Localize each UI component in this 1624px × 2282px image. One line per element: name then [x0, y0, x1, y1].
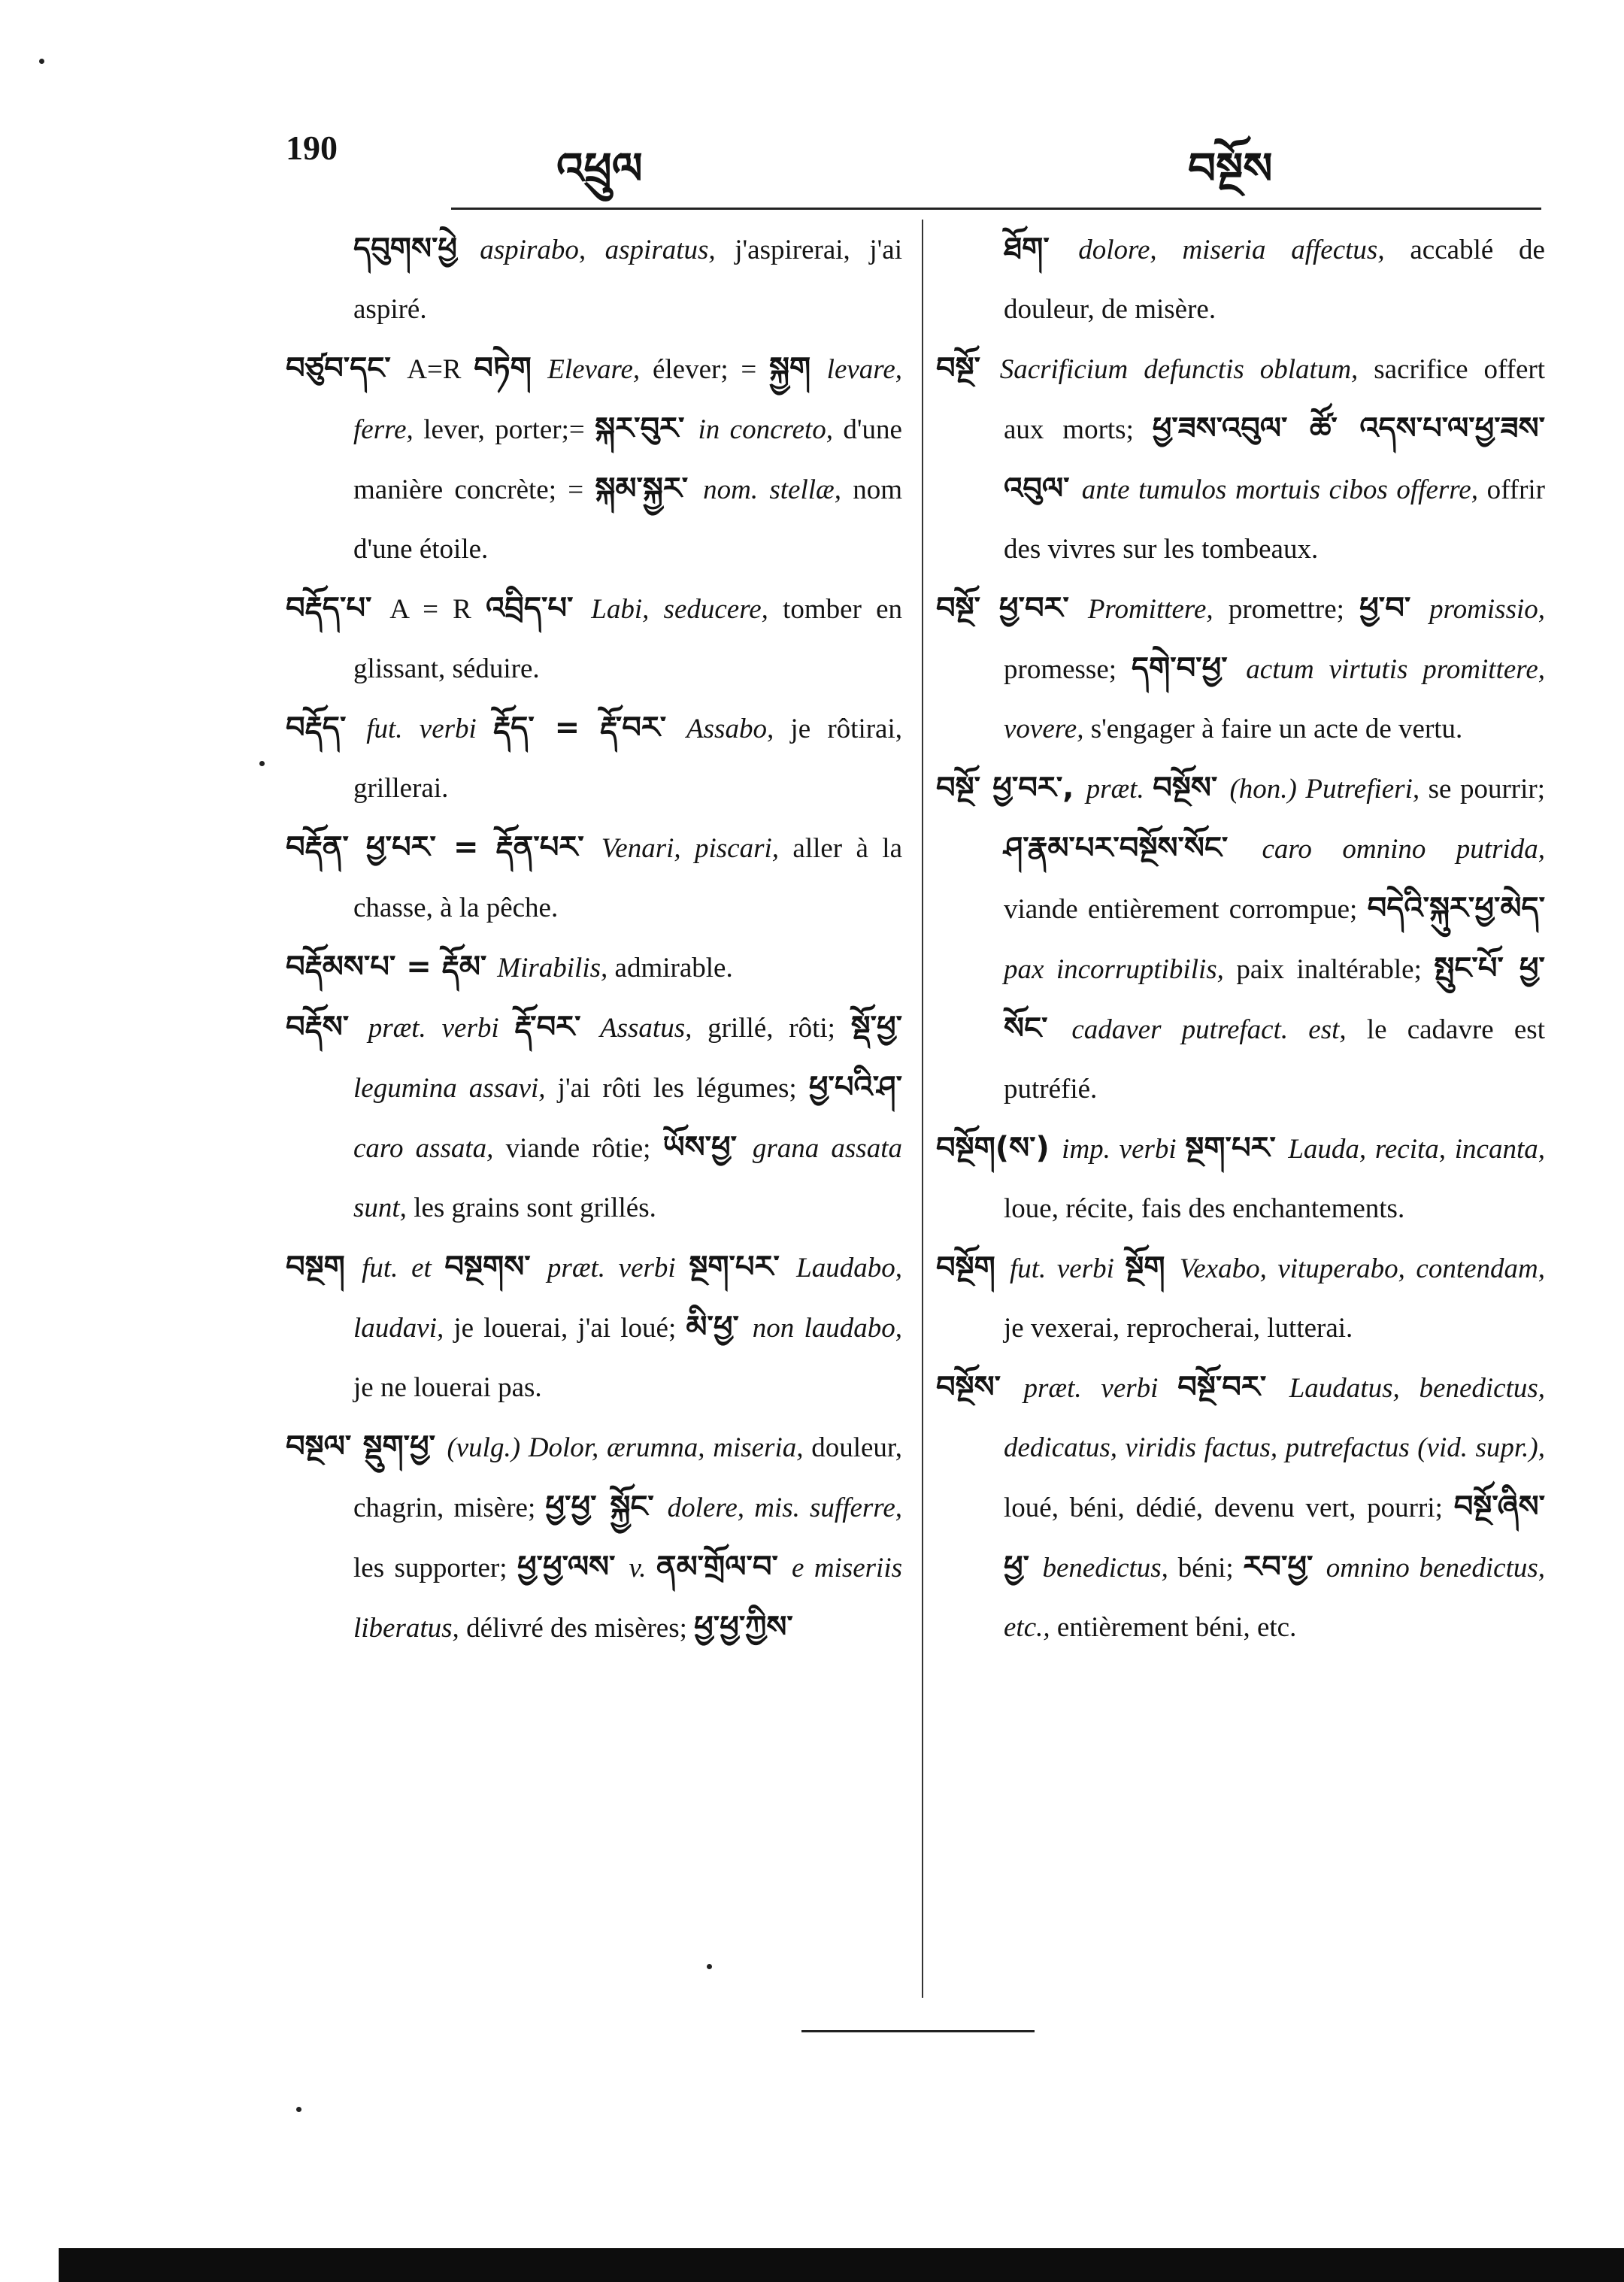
french-gloss: viande entièrement corrompue;: [1004, 894, 1368, 925]
dictionary-entry: [936, 339, 1545, 579]
tibetan-term: བསྔོ་བར་: [1177, 1370, 1289, 1405]
french-gloss: élever; =: [652, 354, 770, 385]
french-gloss: accablé de douleur, de misère.: [1004, 235, 1545, 325]
latin-gloss: promissio,: [1429, 594, 1545, 625]
print-speck: [296, 2107, 301, 2112]
tibetan-term: བསྔོག(ས་): [936, 1131, 1062, 1165]
latin-gloss: aspirabo, aspiratus,: [480, 235, 735, 265]
latin-gloss: caro assata,: [353, 1133, 506, 1164]
french-gloss: sacrifice offert aux morts;: [1004, 354, 1546, 445]
latin-gloss: Lauda, recita, incanta,: [1288, 1134, 1545, 1165]
french-gloss: les supporter;: [353, 1553, 517, 1583]
tibetan-term: བསྔོས་: [936, 1370, 1024, 1405]
latin-gloss: Mirabilis,: [497, 953, 615, 983]
latin-gloss: Assabo,: [686, 714, 791, 744]
french-gloss: je ne louerai pas.: [353, 1372, 542, 1403]
latin-gloss: Labi, seducere,: [591, 594, 783, 625]
latin-gloss: dolore, miseria affectus,: [1078, 235, 1410, 265]
french-gloss: béni;: [1177, 1553, 1244, 1583]
tibetan-term: བདེའི་སྐུར་ཕྱ་མེད་: [1367, 891, 1545, 926]
latin-gloss: nom. stellæ,: [703, 474, 853, 505]
dictionary-entry: [286, 1417, 902, 1658]
tibetan-term: སྐར་བུར་: [595, 411, 698, 446]
french-gloss: délivré des misères;: [466, 1613, 695, 1644]
french-gloss: admirable.: [614, 953, 733, 983]
tibetan-term: དགེ་བ་ཕྱ་: [1131, 651, 1247, 686]
french-gloss: offrir des vivres sur les tombeaux.: [1004, 474, 1546, 565]
latin-gloss: Sacrificium defunctis oblatum,: [999, 354, 1374, 385]
french-gloss: promesse;: [1004, 654, 1132, 685]
tibetan-term: ཕྱ་ཕྱ་ལས་: [517, 1550, 629, 1584]
french-gloss: les grains sont grillés.: [414, 1193, 656, 1223]
tibetan-term: ཤ་རྣམ་པར་བསྔོས་སོང་: [1004, 831, 1262, 865]
french-gloss: je rôtirai, grillerai.: [353, 714, 902, 804]
latin-gloss: fut. verbi: [1010, 1253, 1126, 1284]
french-gloss: A=R: [407, 354, 474, 385]
tibetan-term: བསྔགས་: [444, 1250, 547, 1284]
french-gloss: loue, récite, fais des enchantements.: [1004, 1193, 1405, 1224]
tibetan-term: ཡོས་ཕྱ་: [662, 1130, 753, 1165]
tibetan-term: བཏེག: [474, 351, 548, 386]
french-gloss: j'aspirerai, j'ai aspiré.: [353, 235, 902, 325]
dictionary-entry: [936, 1358, 1545, 1657]
column-divider: [922, 220, 923, 1998]
french-gloss: s'engager à faire un acte de vertu.: [1090, 714, 1463, 744]
french-gloss: nom d'une étoile.: [353, 474, 902, 565]
dictionary-entry: [936, 1238, 1545, 1358]
tibetan-term: སྤུང་པོ་ ཕྱ་སོང་: [1004, 951, 1545, 1046]
running-head-right: བསྔོས: [1188, 144, 1273, 193]
french-gloss: grillé, rôti;: [707, 1013, 851, 1044]
latin-gloss: Venari, piscari,: [601, 833, 793, 864]
dictionary-entry: [936, 220, 1545, 339]
tibetan-term: སྡོ་ཕྱ་: [850, 1010, 903, 1044]
dictionary-entry: [286, 1238, 902, 1417]
tibetan-term: སྔག་པར་: [689, 1250, 797, 1284]
tibetan-term: བཙུབ་དང་: [286, 351, 408, 386]
print-speck: [259, 761, 265, 766]
latin-gloss: omnino benedictus, etc.,: [1004, 1553, 1546, 1643]
tibetan-term: ཕྱ་ཕྱ་ སྐྱོང་: [545, 1490, 668, 1524]
french-gloss: entièrement béni, etc.: [1056, 1612, 1297, 1643]
dictionary-entry: [286, 938, 902, 998]
tibetan-term: ཕྱ་ཕྱ་ཀྱིས་: [694, 1610, 793, 1644]
dictionary-entry: [286, 339, 902, 579]
french-gloss: je louerai, j'ai loué;: [453, 1313, 686, 1344]
french-gloss: aller à la chasse, à la pêche.: [353, 833, 902, 923]
print-speck: [39, 59, 44, 64]
tibetan-term: བསྔོ་ཞིས་ཕྱ་: [1004, 1490, 1545, 1584]
french-gloss: lever, porter;=: [423, 414, 595, 445]
dictionary-entry: [286, 699, 902, 818]
left-column: [286, 220, 902, 1658]
french-gloss: tomber en glissant, séduire.: [353, 594, 902, 684]
french-gloss: je vexerai, reprocherai, lutterai.: [1004, 1313, 1353, 1344]
latin-gloss: Vexabo, vituperabo, contendam,: [1179, 1253, 1545, 1284]
latin-gloss: (hon.) Putrefieri,: [1229, 774, 1429, 805]
tibetan-term: ཕྱ་བ་: [1359, 591, 1430, 626]
latin-gloss: præt. verbi: [547, 1253, 689, 1283]
tibetan-term: དབུགས་ཕྱེ: [353, 232, 480, 266]
footer-rule: [801, 2030, 1035, 2032]
tibetan-term: བསྔོག: [936, 1250, 1010, 1285]
dictionary-entry: [286, 220, 902, 339]
dictionary-entry: [286, 818, 902, 938]
latin-gloss: benedictus,: [1042, 1553, 1178, 1583]
latin-gloss: Laudabo, laudavi,: [353, 1253, 902, 1344]
tibetan-term: རྡོད་ = རྡོ་བར་: [493, 711, 687, 745]
latin-gloss: caro omnino putrida,: [1262, 834, 1545, 865]
tibetan-term: མི་ཕྱ་: [686, 1310, 753, 1344]
tibetan-term: ཕྱ་ཟས་འབུལ་ ཚོ་ འདས་པ་ལ་ཕྱ་ཟས་འབུལ་: [1004, 411, 1545, 506]
tibetan-term: སྔོག: [1125, 1250, 1180, 1285]
tibetan-term: བརྡོད་པ་: [286, 591, 390, 626]
latin-gloss: Assatus,: [600, 1013, 708, 1044]
tibetan-term: བསྔོ་ ཕྱ་བར་,: [936, 771, 1086, 805]
french-gloss: viande rôtie;: [505, 1133, 663, 1164]
tibetan-term: རབ་ཕྱ་: [1243, 1550, 1326, 1584]
french-gloss: A = R: [389, 594, 486, 625]
dictionary-entry: [936, 579, 1545, 759]
latin-gloss: pax incorruptibilis,: [1004, 954, 1237, 985]
tibetan-term: སྐམ་སྐྱར་: [595, 471, 704, 506]
french-gloss: paix inaltérable;: [1236, 954, 1435, 985]
header-rule: [451, 208, 1541, 210]
latin-gloss: levare, ferre,: [353, 354, 902, 445]
tibetan-term: བསྔལ་ སྡུག་ཕྱ་: [286, 1429, 447, 1464]
latin-gloss: præt. verbi: [1023, 1373, 1178, 1404]
latin-gloss: Laudatus, benedictus, dedicatus, viridis factus, putrefactus (vid. supr.),: [1004, 1373, 1545, 1463]
tibetan-term: སྐྱག: [769, 351, 827, 386]
latin-gloss: in concreto,: [698, 414, 844, 445]
latin-gloss: (vulg.) Dolor, ærumna, miseria,: [447, 1432, 812, 1463]
dictionary-entry: [286, 579, 902, 699]
tibetan-term: བསྔག: [286, 1250, 362, 1284]
latin-gloss: fut. et: [362, 1253, 445, 1283]
tibetan-term: ཕྱ་པའི་ཤ་: [808, 1070, 902, 1105]
tibetan-term: བརྡོད་: [286, 711, 367, 745]
french-gloss: douleur, chagrin, misère;: [353, 1432, 902, 1523]
tibetan-term: རྡོ་བར་: [514, 1010, 601, 1044]
page-header: [0, 120, 1624, 193]
dictionary-entry: [936, 1119, 1545, 1238]
tibetan-term: བསྔོས་: [1153, 771, 1230, 805]
latin-gloss: non laudabo,: [752, 1313, 903, 1344]
dictionary-entry: [936, 759, 1545, 1119]
latin-gloss: actum virtutis promittere, vovere,: [1004, 654, 1545, 744]
french-gloss: loué, béni, dédié, devenu vert, pourri;: [1004, 1493, 1454, 1523]
tibetan-term: སྔག་པར་: [1185, 1131, 1289, 1165]
latin-gloss: cadaver putrefact. est,: [1071, 1014, 1367, 1045]
tibetan-term: བརྡོམས་པ་ = རྡོམ་: [286, 950, 498, 984]
dictionary-entry: [286, 998, 902, 1238]
tibetan-term: བརྡོན་ ཕྱ་པར་ = རྡོན་པར་: [286, 830, 601, 865]
french-gloss: j'ai rôti les légumes;: [557, 1073, 809, 1104]
french-gloss: le cadavre est putréfié.: [1004, 1014, 1545, 1105]
latin-gloss: Elevare,: [547, 354, 653, 385]
tibetan-term: བརྡོས་: [286, 1010, 368, 1044]
latin-gloss: fut. verbi: [366, 714, 494, 744]
tibetan-term: འབྲིད་པ་: [485, 591, 592, 626]
latin-gloss: præt. verbi: [368, 1013, 515, 1044]
latin-gloss: præt.: [1086, 774, 1153, 805]
latin-gloss: v.: [629, 1553, 656, 1583]
tibetan-term: ནམ་གྲོལ་བ་: [656, 1550, 792, 1584]
right-column: [936, 220, 1545, 1657]
latin-gloss: imp. verbi: [1062, 1134, 1186, 1165]
tibetan-term: ཐོག་: [1004, 232, 1079, 266]
latin-gloss: e miseriis liberatus,: [353, 1553, 902, 1644]
latin-gloss: grana assata sunt,: [353, 1133, 902, 1223]
tibetan-term: བསྔོ་: [936, 351, 1000, 386]
latin-gloss: Promittere,: [1087, 594, 1229, 625]
latin-gloss: ante tumulos mortuis cibos offerre,: [1081, 474, 1487, 505]
print-speck: [707, 1964, 712, 1969]
scan-edge-band: [59, 2248, 1624, 2282]
page-number: 190: [286, 129, 338, 167]
tibetan-term: བསྔོ་ ཕྱ་བར་: [936, 591, 1088, 626]
french-gloss: se pourrir;: [1428, 774, 1545, 805]
latin-gloss: legumina assavi,: [353, 1073, 558, 1104]
french-gloss: promettre;: [1228, 594, 1360, 625]
running-head-left: འཕྲུལ: [556, 144, 643, 193]
latin-gloss: dolere, mis. sufferre,: [667, 1493, 902, 1523]
french-gloss: d'une manière concrète; =: [353, 414, 902, 505]
